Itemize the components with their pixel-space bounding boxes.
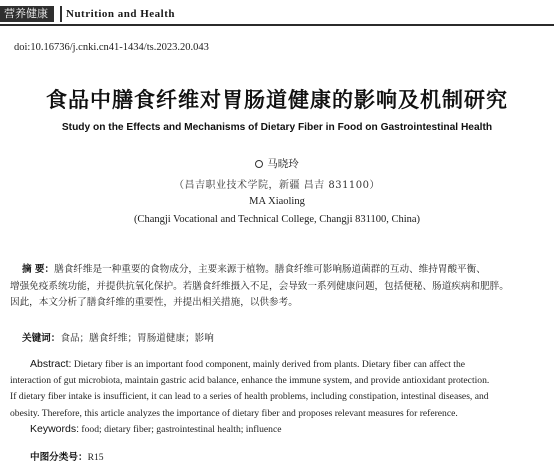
abstract-en-line-4: obesity. Therefore, this article analyzes the importance of dietary fiber and proposes relevant measures for reference. — [10, 407, 458, 419]
keywords-en-label: Keywords: — [30, 423, 80, 435]
abstract-en-line-2: interaction of gut microbiota, maintain gastric acid balance, enhance the immune system, and provide antioxidant protection. — [10, 375, 490, 387]
abstract-en-line-1 — [10, 356, 546, 373]
clc-label: 中图分类号： — [30, 452, 88, 463]
section-tag-en: Nutrition and Health — [60, 6, 179, 22]
abstract-cn-line-2: 增强免疫系统功能，并提供抗氧化保护。若膳食纤维摄入不足，会导致一系列健康问题，包括便秘、肠道疾病和肥胖。 — [10, 280, 509, 292]
keywords-cn-label: 关键词： — [22, 333, 61, 344]
article-title-cn: 食品中膳食纤维对胃肠道健康的影响及机制研究 — [46, 88, 508, 112]
author-en: MA Xiaoling — [249, 196, 305, 207]
keywords-cn — [22, 330, 214, 344]
abstract-cn-text-1: 膳食纤维是一种重要的食物成分，主要来源于植物。膳食纤维可影响肠道菌群的互动、维持胃酸平衡、 — [54, 264, 486, 275]
doi-line[interactable]: doi:10.16736/j.cnki.cn41-1434/ts.2023.20.043 — [14, 42, 209, 53]
abstract-cn-line-3: 因此，本文分析了膳食纤维的重要性，并提出相关措施，以供参考。 — [10, 297, 298, 308]
classification-number — [30, 449, 104, 463]
author-cn — [0, 156, 554, 171]
keywords-cn-value: 食品；膳食纤维；胃肠道健康；影响 — [60, 333, 214, 344]
keywords-en-value: food; dietary fiber; gastrointestinal health; influence — [79, 424, 282, 435]
article-title-en: Study on the Effects and Mechanisms of Dietary Fiber in Food on Gastrointestinal Health — [61, 122, 493, 133]
bullet-circle-icon — [255, 160, 263, 168]
abstract-en-text-1: Dietary fiber is an important food component, mainly derived from plants. Dietary fiber can affect the — [71, 359, 466, 370]
abstract-cn-line-1 — [10, 262, 544, 279]
abstract-cn — [10, 262, 544, 312]
author-cn-name: 马晓玲 — [267, 158, 299, 170]
abstract-en-label: Abstract: — [30, 358, 72, 370]
abstract-cn-label: 摘 要： — [22, 264, 55, 275]
affiliation-en: (Changji Vocational and Technical College, Changji 831100, China) — [133, 214, 421, 225]
running-header — [0, 0, 554, 26]
abstract-en-line-3: If dietary fiber intake is insufficient, it can lead to a series of health problems, including constipation, intestinal diseases, and — [10, 391, 489, 403]
clc-value: R15 — [87, 452, 104, 463]
affiliation-cn: （昌吉职业技术学院，新疆 昌吉 831100） — [173, 180, 381, 191]
abstract-en — [10, 356, 546, 422]
section-tag-cn: 营养健康 — [0, 6, 54, 22]
keywords-en — [30, 423, 282, 435]
